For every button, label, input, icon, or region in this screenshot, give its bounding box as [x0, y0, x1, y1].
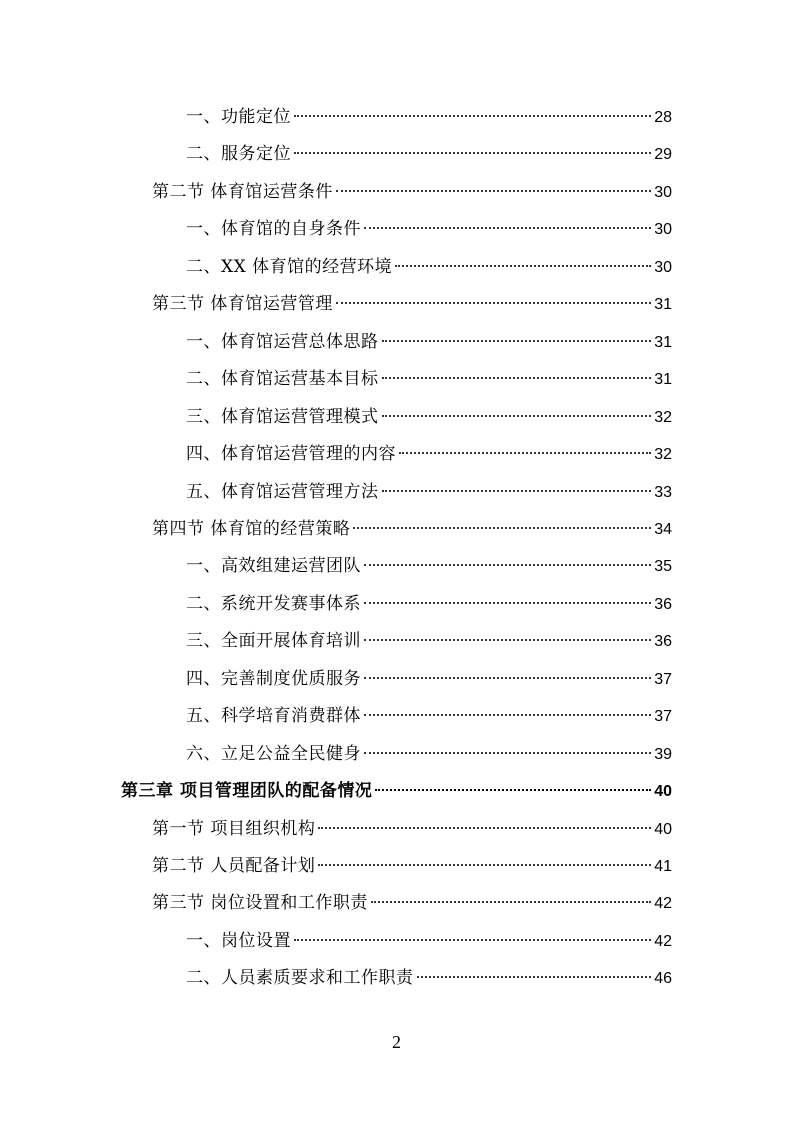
dot-leader: [364, 637, 651, 641]
toc-entry-sub[interactable]: [186, 741, 672, 767]
toc-entry-sub[interactable]: [186, 404, 672, 430]
toc-entry-sub[interactable]: [186, 479, 672, 505]
dot-leader: [294, 150, 651, 154]
dot-leader: [395, 263, 651, 267]
dot-leader: [417, 974, 652, 978]
toc-entry-page: 28: [654, 109, 672, 126]
dot-leader: [364, 600, 651, 604]
toc-entry-sub[interactable]: [186, 965, 672, 991]
toc-entry-section[interactable]: [152, 816, 672, 842]
toc-entry-page: 30: [654, 184, 672, 201]
toc-entry-title: 四、体育馆运营管理的内容: [186, 444, 396, 464]
dot-leader: [382, 375, 652, 379]
dot-leader: [336, 188, 651, 192]
dot-leader: [294, 113, 651, 117]
toc-entry-title: 三、全面开展体育培训: [186, 631, 361, 651]
dot-leader: [364, 675, 651, 679]
toc-entry-page: 42: [654, 933, 672, 950]
dot-leader: [294, 937, 651, 941]
dot-leader: [382, 488, 652, 492]
toc-entry-title: 第二节 体育馆运营条件: [152, 182, 333, 202]
toc-entry-title: 一、体育馆运营总体思路: [186, 332, 379, 352]
toc-entry-title: 二、人员素质要求和工作职责: [186, 968, 414, 988]
dot-leader: [382, 338, 652, 342]
dot-leader: [318, 825, 651, 829]
toc-entry-sub[interactable]: [186, 366, 672, 392]
toc-entry-title: 一、高效组建运营团队: [186, 556, 361, 576]
toc-entry-page: 33: [654, 484, 672, 501]
toc-entry-page: 42: [654, 895, 672, 912]
toc-entry-page: 32: [654, 446, 672, 463]
toc-entry-sub[interactable]: [186, 216, 672, 242]
toc-entry-page: 41: [654, 858, 672, 875]
toc-entry-sub[interactable]: [186, 553, 672, 579]
dot-leader: [371, 899, 651, 903]
dot-leader: [364, 562, 651, 566]
toc-entry-title: 五、科学培育消费群体: [186, 706, 361, 726]
toc-entry-title: 三、体育馆运营管理模式: [186, 407, 379, 427]
dot-leader: [382, 413, 652, 417]
toc-entry-title: 一、岗位设置: [186, 931, 291, 951]
toc-entry-page: 34: [654, 521, 672, 538]
toc-entry-section[interactable]: [152, 179, 672, 205]
dot-leader: [364, 712, 651, 716]
toc-entry-sub[interactable]: [186, 666, 672, 692]
dot-leader: [375, 787, 651, 791]
toc-entry-sub[interactable]: [186, 591, 672, 617]
toc-entry-title: 第三节 岗位设置和工作职责: [152, 893, 368, 913]
toc-entry-title: 第三章 项目管理团队的配备情况: [121, 781, 373, 801]
page-number: 2: [392, 1032, 401, 1052]
toc-entry-section[interactable]: [152, 890, 672, 916]
toc-entry-page: 31: [654, 371, 672, 388]
toc-entry-sub[interactable]: [186, 329, 672, 355]
toc-entry-page: 36: [654, 596, 672, 613]
toc-entry-title: 二、服务定位: [186, 144, 291, 164]
toc-entry-title: 四、完善制度优质服务: [186, 669, 361, 689]
toc-entry-page: 31: [654, 296, 672, 313]
toc-entry-sub[interactable]: [186, 141, 672, 167]
toc-entry-title: 二、XX 体育馆的经营环境: [186, 257, 393, 277]
toc-entry-page: 37: [654, 708, 672, 725]
toc-entry-page: 31: [654, 334, 672, 351]
toc-entry-title: 二、体育馆运营基本目标: [186, 369, 379, 389]
toc-entry-section[interactable]: [152, 853, 672, 879]
toc-entry-sub[interactable]: [186, 441, 672, 467]
toc-entry-sub[interactable]: [186, 928, 672, 954]
dot-leader: [336, 300, 651, 304]
toc-entry-title: 第二节 人员配备计划: [152, 856, 316, 876]
toc-entry-title: 五、体育馆运营管理方法: [186, 482, 379, 502]
dot-leader: [353, 525, 651, 529]
toc-entry-page: 29: [654, 146, 672, 163]
dot-leader: [399, 450, 651, 454]
toc-entry-title: 二、系统开发赛事体系: [186, 594, 361, 614]
toc-entry-page: 40: [654, 821, 672, 838]
toc-entry-section[interactable]: [152, 516, 672, 542]
toc-entry-sub[interactable]: [186, 628, 672, 654]
toc-entry-page: 35: [654, 558, 672, 575]
toc-entry-sub[interactable]: [186, 104, 672, 130]
toc-entry-page: 46: [654, 970, 672, 987]
toc-entry-sub[interactable]: [186, 703, 672, 729]
toc-entry-page: 39: [654, 746, 672, 763]
toc-entry-page: 36: [654, 633, 672, 650]
toc-entry-title: 第三节 体育馆运营管理: [152, 294, 333, 314]
dot-leader: [364, 750, 651, 754]
dot-leader: [364, 225, 651, 229]
dot-leader: [318, 862, 651, 866]
toc-entry-page: 37: [654, 671, 672, 688]
toc-entry-page: 30: [654, 221, 672, 238]
toc-entry-title: 一、功能定位: [186, 107, 291, 127]
table-of-contents: [0, 104, 793, 1004]
toc-entry-title: 一、体育馆的自身条件: [186, 219, 361, 239]
toc-entry-title: 第一节 项目组织机构: [152, 819, 316, 839]
toc-entry-title: 六、立足公益全民健身: [186, 744, 361, 764]
toc-entry-page: 30: [654, 259, 672, 276]
toc-entry-title: 第四节 体育馆的经营策略: [152, 519, 351, 539]
toc-entry-page: 40: [654, 783, 672, 800]
toc-entry-sub[interactable]: [186, 254, 672, 280]
toc-entry-section[interactable]: [152, 291, 672, 317]
toc-entry-chapter[interactable]: [121, 778, 672, 804]
toc-entry-page: 32: [654, 409, 672, 426]
